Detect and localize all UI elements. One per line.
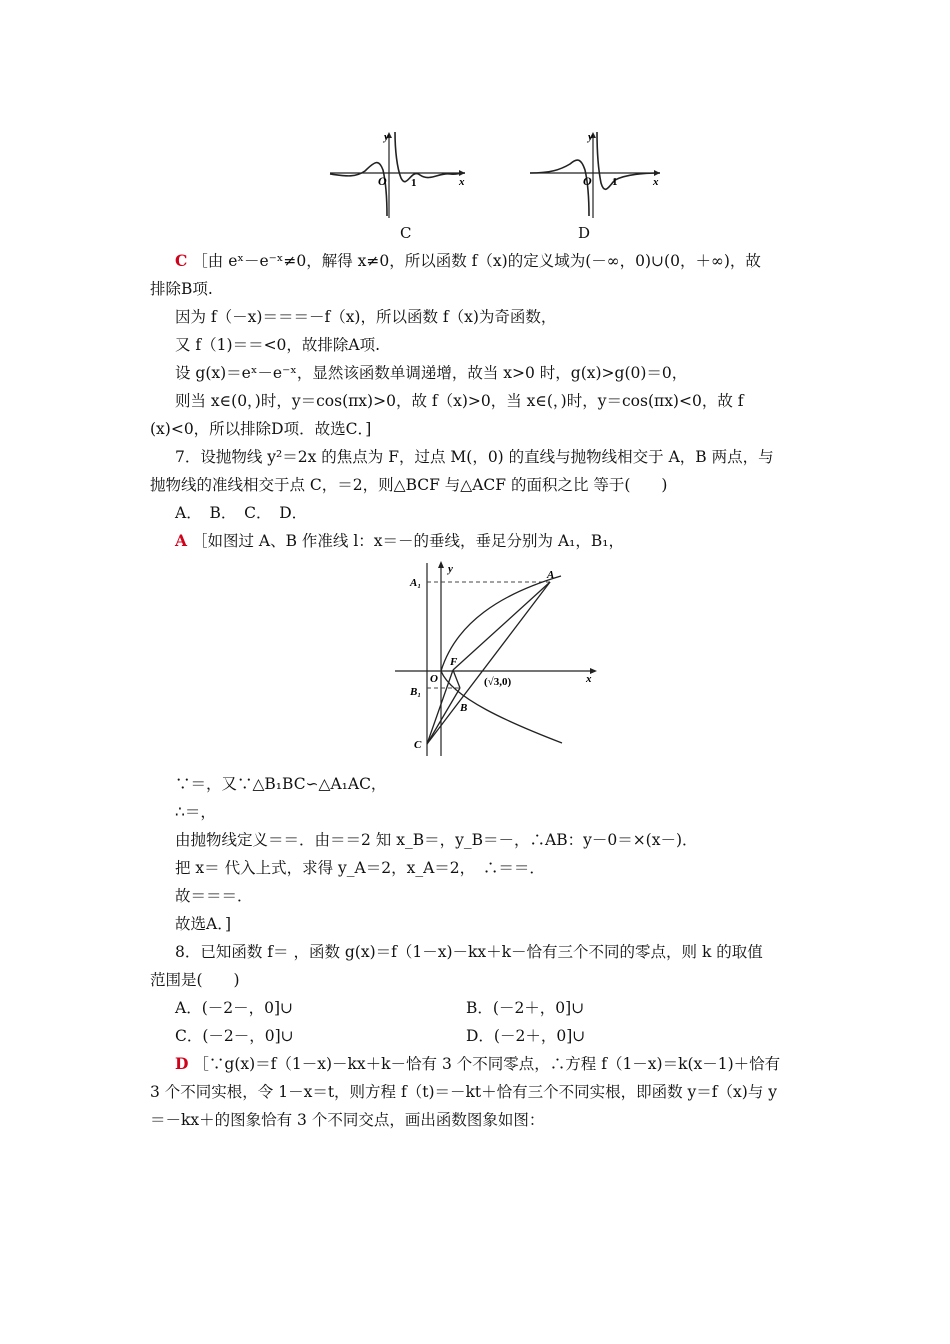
- fig-label-x: x: [586, 673, 592, 685]
- q7-line2: 抛物线的准线相交于点 C，＝2，则△BCF 与△ACF 的面积之比 等于( ): [150, 476, 668, 494]
- fig-label-c: C: [414, 739, 422, 751]
- sol7-line2: ∵＝，又∵△B₁BC∽△A₁AC，: [175, 775, 387, 793]
- q7-options: A． B． C． D．: [175, 504, 308, 522]
- fig-label-f: F: [450, 656, 458, 668]
- sol6-line1: C ［由 eˣ－e⁻ˣ≠0，解得 x≠0，所以函数 f（x)的定义域为(－∞，0)∪(0，＋∞)，故: [175, 251, 761, 270]
- d-origin: O: [583, 174, 592, 188]
- q8-option-b: B．(－2＋，0]∪: [466, 999, 585, 1017]
- fig-label-b: B: [460, 702, 468, 714]
- sol6-line2: 因为 f（－x)＝＝＝－f（x)，所以函数 f（x)为奇函数，: [175, 308, 557, 326]
- graph-d-caption: D: [578, 224, 591, 242]
- sol6-answer: C: [175, 251, 188, 270]
- fig-label-point: (√3,0): [484, 676, 512, 688]
- sol7-line7: 故选A．]: [175, 915, 231, 933]
- sol7-line3: ∴＝，: [175, 803, 216, 821]
- c-ylabel: y: [384, 131, 389, 143]
- sol7-line5: 把 x＝ 代入上式，求得 y_A＝2，x_A＝2， ∴＝＝．: [175, 859, 545, 877]
- fig-label-o: O: [430, 673, 438, 685]
- sol7-line4: 由抛物线定义＝＝．由＝＝2 知 x_B＝，y_B＝－，∴AB：y－0＝×(x－)．: [175, 831, 698, 849]
- sol6-line5b: (x)<0，所以排除D项．故选C．]: [150, 420, 372, 438]
- sol6-line4: 设 g(x)＝eˣ－e⁻ˣ，显然该函数单调递增，故当 x>0 时，g(x)>g(0)＝0，: [175, 364, 688, 382]
- fig-label-a: A: [547, 569, 555, 581]
- sol8-line1: D ［∵g(x)＝f（1－x)－kx＋k－恰有 3 个不同零点，∴方程 f（1－x)＝k(x－1)＋恰有: [175, 1054, 781, 1073]
- c-xlabel: x: [459, 176, 465, 188]
- sol7-line1: A ［如图过 A、B 作准线 l：x＝－的垂线，垂足分别为 A₁，B₁，: [175, 531, 624, 550]
- c-origin: O: [378, 174, 387, 188]
- sol7-answer: A: [175, 531, 188, 550]
- fig-label-b1: B₁: [410, 686, 422, 698]
- q8-option-d: D．(－2＋，0]∪: [466, 1027, 586, 1045]
- sol6-line1b: 排除B项.: [150, 280, 213, 298]
- q8-line2: 范围是( ): [150, 971, 240, 989]
- sol8-line2: 3 个不同实根，令 1－x＝t，则方程 f（t)＝－kt＋恰有三个不同实根，即函数 y＝f（x)与 y: [150, 1083, 778, 1101]
- d-xlabel: x: [653, 176, 659, 188]
- graph-c: [325, 128, 475, 220]
- fig-label-a1: A₁: [410, 577, 422, 589]
- sol8-answer: D: [175, 1054, 189, 1073]
- q8-option-c: C．(－2－，0]∪: [175, 1027, 294, 1045]
- graph-c-caption: C: [400, 224, 412, 242]
- parabola-figure: [390, 558, 610, 760]
- sol7-line6: 故＝＝＝．: [175, 887, 253, 905]
- sol6-line5: 则当 x∈(0，)时，y＝cos(πx)>0，故 f（x)>0，当 x∈(，)时，y＝cos(πx)<0，故 f: [175, 392, 744, 410]
- d-one: 1: [612, 176, 618, 188]
- q8-line1: 8．已知函数 f＝ ，函数 g(x)＝f（1－x)－kx＋k－恰有三个不同的零点，则 k 的取值: [175, 943, 763, 961]
- d-ylabel: y: [588, 131, 593, 143]
- q8-option-a: A．(－2－，0]∪: [175, 999, 293, 1017]
- graph-d: [525, 128, 665, 220]
- sol8-line3: ＝－kx＋的图象恰有 3 个不同交点，画出函数图象如图：: [150, 1111, 545, 1129]
- fig-label-y: y: [448, 563, 453, 575]
- c-one: 1: [411, 177, 417, 189]
- sol6-line3: 又 f（1)＝＝<0，故排除A项.: [175, 336, 381, 354]
- q7-line1: 7．设抛物线 y²＝2x 的焦点为 F，过点 M(，0) 的直线与抛物线相交于 A，B 两点，与: [175, 448, 774, 466]
